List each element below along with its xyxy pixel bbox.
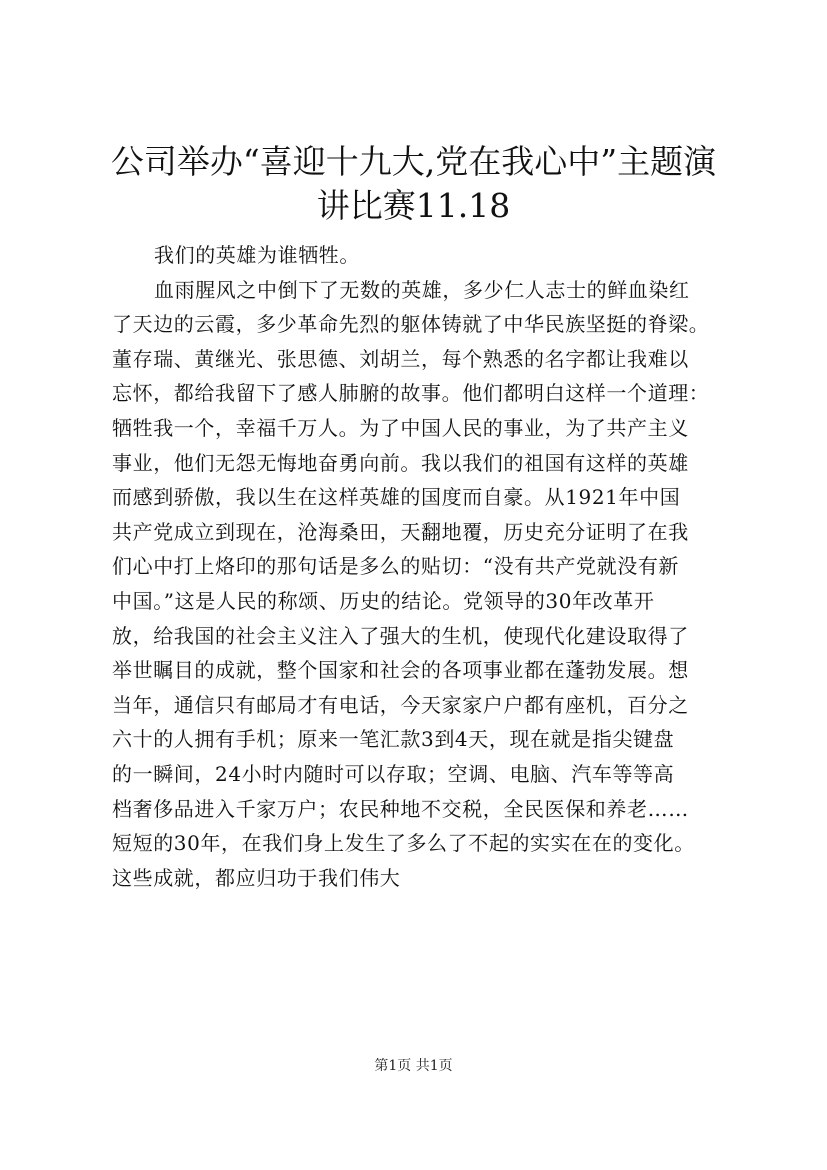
body-line: 放，给我国的社会主义注入了强大的生机，使现代化建设取得了 [112, 623, 689, 648]
document-title [100, 140, 727, 228]
body-line: 事业，他们无怨无悔地奋勇向前。我以我们的祖国有这样的英雄 [112, 450, 689, 475]
body-line: 忘怀，都给我留下了感人肺腑的故事。他们都明白这样一个道理： [112, 381, 710, 406]
body-line: 中国。”这是人民的称颂、历史的结论。党领导的30年改革开 [112, 588, 655, 613]
body-line: 董存瑞、黄继光、张思德、刘胡兰，每个熟悉的名字都让我难以 [112, 346, 689, 371]
page-number-label: 第1页 共1页 [374, 1058, 453, 1074]
body-line: 短短的30年，在我们身上发生了多么了不起的实实在在的变化。 [112, 831, 695, 856]
body-line: 血雨腥风之中倒下了无数的英雄，多少仁人志士的鲜血染红 [154, 277, 690, 302]
body-line: 这些成就，都应归功于我们伟大 [112, 865, 401, 890]
title-line-2: 讲比赛11.18 [316, 186, 511, 225]
body-line: 们心中打上烙印的那句话是多么的贴切：“没有共产党就没有新 [112, 554, 680, 579]
document-body [112, 238, 738, 895]
body-line: 而感到骄傲，我以生在这样英雄的国度而自豪。从1921年中国 [112, 485, 681, 510]
body-line: 我们的英雄为谁牺牲。 [154, 243, 360, 267]
title-line-1: 公司举办“喜迎十九大,党在我心中”主题演 [110, 142, 717, 181]
body-line: 的一瞬间，24小时内随时可以存取；空调、电脑、汽车等等高 [112, 761, 675, 786]
body-line: 了天边的云霞，多少革命先烈的躯体铸就了中华民族坚挺的脊梁。 [112, 312, 710, 337]
body-line: 共产党成立到现在，沧海桑田，天翻地覆，历史充分证明了在我 [112, 519, 689, 544]
body-line: 当年，通信只有邮局才有电话，今天家家户户都有座机，百分之 [112, 692, 689, 717]
body-line: 档奢侈品进入千家万户；农民种地不交税，全民医保和养老…… [112, 796, 689, 821]
body-line: 六十的人拥有手机；原来一笔汇款3到4天，现在就是指尖键盘 [112, 727, 675, 752]
body-line: 举世瞩目的成就，整个国家和社会的各项事业都在蓬勃发展。想 [112, 658, 689, 683]
body-line: 牺牲我一个，幸福千万人。为了中国人民的事业，为了共产主义 [112, 415, 689, 440]
page-footer [0, 1056, 827, 1076]
